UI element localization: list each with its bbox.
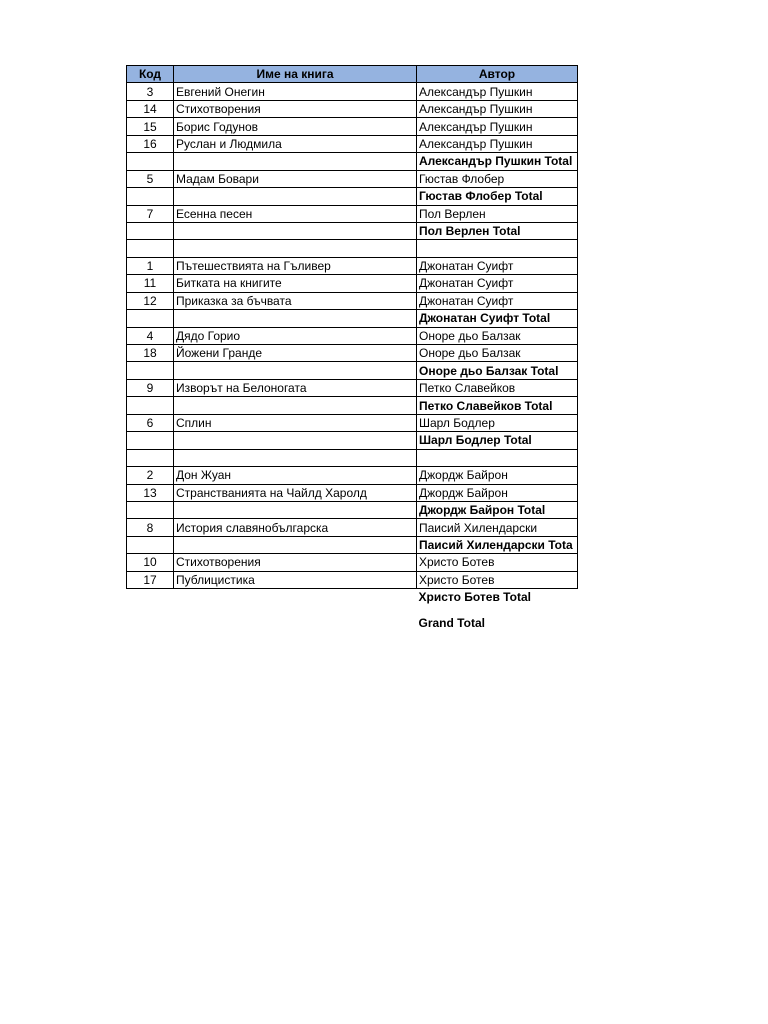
author-cell: Александър Пушкин <box>417 100 578 117</box>
code-cell: 9 <box>127 379 174 396</box>
author-cell: Паисий Хилендарски <box>417 519 578 536</box>
book-name-cell: Публицистика <box>174 571 417 588</box>
books-table <box>126 65 578 631</box>
code-cell: 7 <box>127 205 174 222</box>
code-cell: 17 <box>127 571 174 588</box>
table-row <box>127 414 578 431</box>
code-cell: 6 <box>127 414 174 431</box>
code-cell: 10 <box>127 554 174 571</box>
code-cell: 16 <box>127 135 174 152</box>
code-cell <box>127 222 174 239</box>
grand-total-row <box>127 606 578 631</box>
book-name-cell: Странстванията на Чайлд Харолд <box>174 484 417 501</box>
author-cell: Гюстав Флобер <box>417 170 578 187</box>
subtotal-row <box>127 536 578 553</box>
author-cell: Джонатан Суифт <box>417 275 578 292</box>
table-row <box>127 379 578 396</box>
author-cell: Христо Ботев <box>417 554 578 571</box>
table-row <box>127 135 578 152</box>
author-cell <box>417 449 578 466</box>
last-total-label: Христо Ботев Total <box>418 590 531 605</box>
author-cell: Оноре дьо Балзак <box>417 345 578 362</box>
code-cell <box>127 536 174 553</box>
table-cell <box>174 606 417 631</box>
author-cell: Александър Пушкин <box>417 83 578 100</box>
header-row <box>127 66 578 83</box>
author-cell: Шарл Бодлер Total <box>417 432 578 449</box>
author-cell: Джонатан Суифт Total <box>417 310 578 327</box>
table-cell <box>174 589 417 606</box>
table-cell <box>127 589 174 606</box>
subtotal-row <box>127 188 578 205</box>
author-cell: Джордж Байрон Total <box>417 501 578 518</box>
code-cell <box>127 432 174 449</box>
code-cell <box>127 310 174 327</box>
code-cell <box>127 240 174 257</box>
table-row <box>127 170 578 187</box>
table-row <box>127 484 578 501</box>
book-name-cell: Изворът на Белоногата <box>174 379 417 396</box>
table-row <box>127 345 578 362</box>
book-name-cell <box>174 362 417 379</box>
book-name-cell: История славянобългарска <box>174 519 417 536</box>
table-row <box>127 275 578 292</box>
book-name-cell: Стихотворения <box>174 100 417 117</box>
code-cell: 15 <box>127 118 174 135</box>
author-cell: Пол Верлен Total <box>417 222 578 239</box>
last-total-row <box>127 589 578 606</box>
author-cell: Александър Пушкин <box>417 118 578 135</box>
code-cell <box>127 362 174 379</box>
subtotal-row <box>127 397 578 414</box>
book-name-cell: Евгений Онегин <box>174 83 417 100</box>
table-row <box>127 327 578 344</box>
table-row <box>127 449 578 466</box>
author-cell: Александър Пушкин Total <box>417 153 578 170</box>
code-cell: 2 <box>127 467 174 484</box>
author-cell: Оноре дьо Балзак <box>417 327 578 344</box>
table-row <box>127 100 578 117</box>
book-name-cell <box>174 536 417 553</box>
header-author: Автор <box>417 66 578 83</box>
code-cell <box>127 449 174 466</box>
book-name-cell: Мадам Бовари <box>174 170 417 187</box>
subtotal-row <box>127 222 578 239</box>
author-cell: Петко Славейков Total <box>417 397 578 414</box>
book-name-cell <box>174 449 417 466</box>
book-name-cell: Дон Жуан <box>174 467 417 484</box>
table-row <box>127 554 578 571</box>
book-name-cell: Битката на книгите <box>174 275 417 292</box>
author-cell: Петко Славейков <box>417 379 578 396</box>
code-cell: 1 <box>127 257 174 274</box>
book-name-cell: Йожени Гранде <box>174 345 417 362</box>
code-cell: 18 <box>127 345 174 362</box>
author-cell: Пол Верлен <box>417 205 578 222</box>
table-row <box>127 292 578 309</box>
author-cell: Шарл Бодлер <box>417 414 578 431</box>
book-name-cell <box>174 310 417 327</box>
author-cell: Гюстав Флобер Total <box>417 188 578 205</box>
author-cell: Джордж Байрон <box>417 467 578 484</box>
code-cell: 14 <box>127 100 174 117</box>
code-cell: 4 <box>127 327 174 344</box>
table-cell <box>127 606 174 631</box>
table-row <box>127 118 578 135</box>
code-cell: 5 <box>127 170 174 187</box>
book-name-cell <box>174 188 417 205</box>
table-row <box>127 205 578 222</box>
grand-total-label: Grand Total <box>418 615 485 630</box>
author-cell: Оноре дьо Балзак Total <box>417 362 578 379</box>
book-name-cell <box>174 222 417 239</box>
header-code: Код <box>127 66 174 83</box>
book-name-cell <box>174 432 417 449</box>
table-row <box>127 519 578 536</box>
book-name-cell: Сплин <box>174 414 417 431</box>
book-name-cell <box>174 153 417 170</box>
code-cell: 8 <box>127 519 174 536</box>
table-row <box>127 240 578 257</box>
book-name-cell <box>174 397 417 414</box>
book-name-cell: Стихотворения <box>174 554 417 571</box>
subtotal-row <box>127 362 578 379</box>
code-cell: 3 <box>127 83 174 100</box>
code-cell: 13 <box>127 484 174 501</box>
book-name-cell <box>174 240 417 257</box>
book-name-cell <box>174 501 417 518</box>
book-name-cell: Дядо Горио <box>174 327 417 344</box>
book-name-cell: Борис Годунов <box>174 118 417 135</box>
book-name-cell: Приказка за бъчвата <box>174 292 417 309</box>
author-cell: Джонатан Суифт <box>417 292 578 309</box>
code-cell <box>127 188 174 205</box>
table-row <box>127 257 578 274</box>
author-cell: Джордж Байрон <box>417 484 578 501</box>
code-cell <box>127 397 174 414</box>
author-cell: Христо Ботев <box>417 571 578 588</box>
code-cell: 12 <box>127 292 174 309</box>
author-cell: Джонатан Суифт <box>417 257 578 274</box>
table-body <box>127 83 578 589</box>
author-cell: Александър Пушкин <box>417 135 578 152</box>
code-cell: 11 <box>127 275 174 292</box>
table-row <box>127 571 578 588</box>
table-row <box>127 467 578 484</box>
table-row <box>127 83 578 100</box>
subtotal-row <box>127 153 578 170</box>
book-name-cell: Есенна песен <box>174 205 417 222</box>
header-name: Име на книга <box>174 66 417 83</box>
author-cell: Паисий Хилендарски Tota <box>417 536 578 553</box>
code-cell <box>127 501 174 518</box>
subtotal-row <box>127 432 578 449</box>
book-name-cell: Руслан и Людмила <box>174 135 417 152</box>
subtotal-row <box>127 310 578 327</box>
book-name-cell: Пътешествията на Гъливер <box>174 257 417 274</box>
code-cell <box>127 153 174 170</box>
subtotal-row <box>127 501 578 518</box>
author-cell <box>417 240 578 257</box>
